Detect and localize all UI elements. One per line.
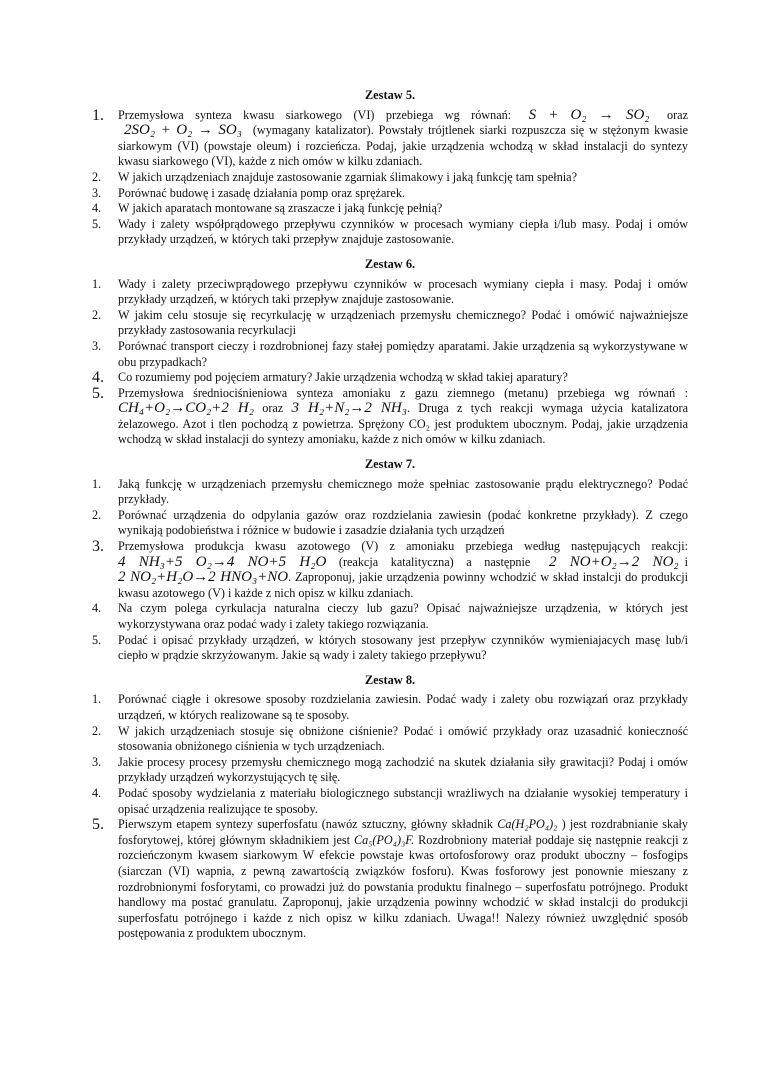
question-text: Co rozumiemy pod pojęciem armatury? Jakie urządzenia wchodzą w skład takiej aparatury? bbox=[118, 370, 568, 385]
question bbox=[92, 170, 688, 186]
question-text: Wady i zalety przeciwprądowego przepływu czynników w procesach wymiany ciepła i masy. Podaj i omów przykłady urządzeń, w których taki przepływ znajduje zastosowanie. bbox=[118, 276, 688, 307]
question-list bbox=[92, 692, 688, 942]
chemical-formula: Ca₅(PO₄)₃F. bbox=[353, 832, 415, 847]
question-text: Przemysłowa synteza kwasu siarkowego (VI) przebiega wg równań: bbox=[118, 107, 512, 122]
question-number: 3. bbox=[92, 754, 102, 769]
question-text: Jaką funkcję w urządzeniach przemysłu chemicznego może spełniac zastosowanie prądu elektrycznego? Podać przykłady. bbox=[118, 476, 688, 507]
question-text: Porównać urządzenia do odpylania gazów oraz rozdzielania zawiesin (podać konkretne przykłady). Z czego wynikają podobieństwa i różnice w budowie i zasadzie działania tych urządzeń bbox=[118, 507, 688, 538]
question-text: (wymagany katalizator). Powstały trójtlenek siarki rozpuszcza się w stężonym kwasie siarkowym (VI) (powstaje oleum) i rozcieńcza. Podaj, jakie urządzenia wchodzą w skład instalacji do syntezy kwasu siarkowego (VI), każde z nich omów w kilku zdaniach. bbox=[118, 123, 689, 169]
question-text: Przemysłowa produkcja kwasu azotowego (V) z amoniaku przebiega według następujących reakcji: bbox=[118, 539, 688, 554]
set-5 bbox=[92, 88, 688, 248]
set-title: Zestaw 6. bbox=[364, 256, 416, 271]
question bbox=[92, 201, 688, 217]
question bbox=[92, 755, 688, 786]
question-number: 4. bbox=[92, 785, 102, 800]
question-text: Porównać ciągłe i okresowe sposoby rozdzielania zawiesin. Podać wady i zalety obu rozwiązań oraz przykłady urządzeń, w których realizowane są te sposoby. bbox=[118, 692, 688, 722]
set-7 bbox=[92, 457, 688, 664]
question bbox=[92, 692, 688, 723]
equation: 3 H₂+N₂→2 NH₃ bbox=[291, 400, 407, 417]
question-text: Przemysłowa średniociśnieniowa synteza amoniaku z gazu ziemnego (metanu) przebiega wg równań : bbox=[118, 385, 688, 400]
question-number: 4. bbox=[92, 201, 102, 216]
question-list bbox=[92, 108, 688, 248]
question bbox=[92, 277, 688, 308]
question-text: Podać i opisać przykłady urządzeń, w których stosowany jest przepływ czynników wymieniajacych masę lub/i ciepło w prądzie skrzyżowanym. Jakie są wady i zalety takiego przepływu? bbox=[118, 632, 688, 663]
question bbox=[92, 386, 688, 448]
question-text: W jakim celu stosuje się recyrkulację w urządzeniach przemysłu chemicznego? Podać i omówić najważniejsze przykłady zastosowania recyrkulacji bbox=[118, 307, 688, 338]
question-number: 3. bbox=[92, 538, 104, 556]
question bbox=[92, 786, 688, 817]
question-text: oraz bbox=[262, 401, 284, 416]
question-text: Porównać transport cieczy i rozdrobnionej fazy stałej pomiędzy aparatami. Jakie urządzenia są wykorzystywane w obu przypadkach? bbox=[118, 338, 688, 369]
question-text: Pierwszym etapem syntezy superfosfatu (nawóz sztuczny, główny składnik bbox=[118, 817, 494, 832]
equation: S + O₂ → SO₂ bbox=[528, 106, 650, 123]
question-list bbox=[92, 277, 688, 449]
question-text: Porównać budowę i zasadę działania pomp oraz sprężarek. bbox=[118, 185, 405, 200]
question-number: 1. bbox=[92, 692, 102, 707]
question-number: 3. bbox=[92, 185, 102, 200]
question-number: 2. bbox=[92, 723, 102, 738]
question-number: 1. bbox=[92, 476, 102, 491]
question-text: ) jest rozdrabnianie skały fosforytowej, której głównym składnikiem jest bbox=[118, 817, 688, 847]
question-text: . Zaproponuj, jakie urządzenia powinny wchodzić w skład instalcji do produkcji kwasu azotowego (V) i każde z nich opisz w kilku zdaniach. bbox=[118, 570, 688, 600]
question-number: 5. bbox=[92, 632, 102, 647]
equation: 2SO₂ + O₂ → SO₃ bbox=[124, 122, 242, 139]
question-list bbox=[92, 477, 688, 664]
question-number: 2. bbox=[92, 169, 102, 184]
chemical-formula: Ca(H₂PO₄)₂ bbox=[497, 817, 558, 832]
question-text: Jakie procesy procesy przemysłu chemicznego mogą zachodzić na skutek działania siły grawitacji? Podaj i omów przykłady urządzeń wykorzystujących tę siłę. bbox=[118, 754, 688, 785]
question-number: 5. bbox=[92, 384, 104, 402]
question-number: 4. bbox=[92, 369, 104, 387]
question bbox=[92, 633, 688, 664]
equation: CH₄+O₂→CO₂+2 H₂ bbox=[118, 400, 254, 417]
question bbox=[92, 308, 688, 339]
question-number: 4. bbox=[92, 601, 102, 616]
question bbox=[92, 339, 688, 370]
question-text: Na czym polega cyrkulacja naturalna cieczy lub gazu? Opisać najważniejsze urządzenia, w których jest wykorzystywana oraz podać wady i zalety takiego rozwiązania. bbox=[118, 601, 688, 631]
question-number: 2. bbox=[92, 307, 102, 322]
question-text: Wady i zalety współprądowego przepływu czynników w procesach wymiany ciepła i/lub masy. Podaj i omów przykłady urządzeń, w których taki przepływ znajduje zastosowanie. bbox=[118, 216, 688, 247]
question-text: oraz bbox=[667, 107, 688, 122]
question-number: 3. bbox=[92, 338, 102, 353]
question bbox=[92, 108, 688, 170]
question-text: . Druga z tych reakcji wymaga użycia katalizatora żelazowego. Azot i tlen pochodzą z powietrza. Sprężony CO₂ jest produktem ubocznym. Podaj, jakie urządzenia wchodzą w skład instalacji do syntezy amoniaku, każde z nich omów w kilku zdaniach. bbox=[118, 401, 688, 447]
question-number: 1. bbox=[92, 106, 104, 124]
set-title: Zestaw 8. bbox=[364, 672, 416, 687]
question-number: 5. bbox=[92, 216, 102, 231]
question-number: 2. bbox=[92, 507, 102, 522]
exam-page bbox=[92, 88, 688, 951]
question bbox=[92, 817, 688, 942]
question bbox=[92, 724, 688, 755]
question bbox=[92, 477, 688, 508]
question-text: Rozdrobniony materiał poddaje się następnie reakcji z rozcieńczonym kwasem siarkowym W efekcie powstaje kwas ortofosforowy oraz produkt uboczny – fosfogips (siarczan (VI) wapnia, z pewną zawartością związków fosforu). Kwas fosforowy jest ponownie mieszany z rozdrobnionymi fosforytami, co prowadzi już do powstania produktu finalnego – superfosfatu potrójnego. Produkt handlowy ma postać granulatu. Zaproponuj, jakie urządzenia powinny wchodzić w skład instalcji do produkcji superfosfatu potrójnego i każde z nich opisz w kilku zdaniach. Uwaga!! Nalezy również uwzględnić sposób postępowania z produktem ubocznym. bbox=[118, 832, 689, 941]
question-text: W jakich urządzeniach znajduje zastosowanie zgarniak ślimakowy i jaką funkcję tam spełnia? bbox=[118, 169, 577, 184]
set-title: Zestaw 7. bbox=[364, 457, 416, 472]
question-text: (reakcja katalityczna) a następnie bbox=[338, 554, 531, 569]
equation: 4 NH₃+5 O₂→4 NO+5 H₂O bbox=[118, 553, 327, 570]
question-text: W jakich aparatach montowane są zraszacze i jaką funkcję pełnią? bbox=[118, 201, 443, 216]
set-title: Zestaw 5. bbox=[364, 88, 416, 102]
set-8 bbox=[92, 673, 688, 942]
equation: 2 NO+O₂→2 NO₂ bbox=[548, 553, 679, 570]
question bbox=[92, 508, 688, 539]
question-number: 5. bbox=[92, 816, 104, 834]
question-number: 1. bbox=[92, 276, 102, 291]
question-text: W jakich urządzeniach stosuje się obniżone ciśnienie? Podać i omówić przykłady oraz uzasadnić konieczność stosowania obniżonego ciśnienia w tych urządzeniach. bbox=[118, 723, 688, 754]
set-6 bbox=[92, 257, 688, 448]
question-text: i bbox=[684, 554, 689, 569]
question bbox=[92, 539, 688, 601]
question-text: Podać sposoby wydzielania z materiału biologicznego substancji wrażliwych na działanie wysokiej temperatury i opisać urządzenia realizujące te sposoby. bbox=[118, 785, 688, 816]
question bbox=[92, 601, 688, 632]
question bbox=[92, 370, 688, 386]
question bbox=[92, 186, 688, 202]
question bbox=[92, 217, 688, 248]
equation: 2 NO₂+H₂O→2 HNO₃+NO bbox=[118, 569, 289, 586]
